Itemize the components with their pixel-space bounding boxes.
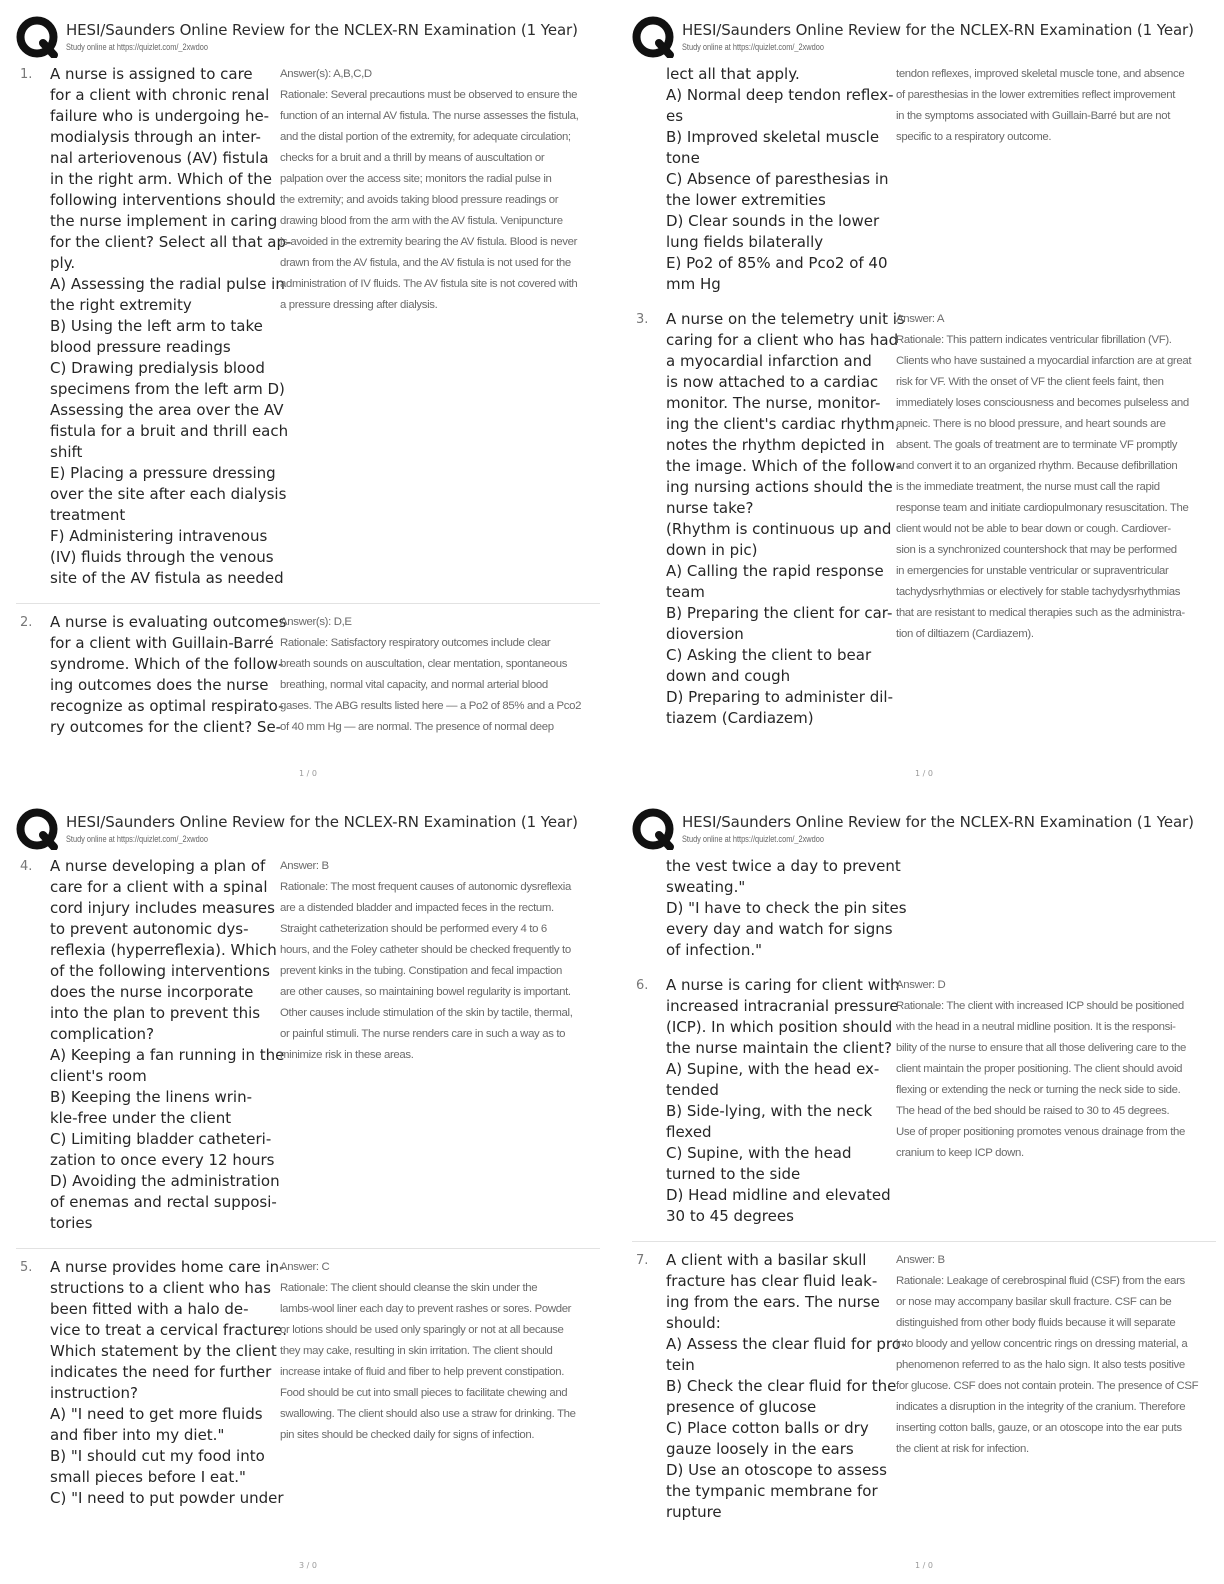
question-line: B) Preparing the client for car- [666,604,893,622]
question-line: B) Check the clear fluid for the [666,1377,897,1395]
question-line: recognize as optimal respirato- [50,697,284,715]
question-number: 3. [636,312,649,327]
doc-title: HESI/Saunders Online Review for the NCLEX-RN Examination (1 Year) [66,813,578,831]
question-number: 5. [20,1260,33,1275]
question-card [16,1248,600,1523]
question-line: C) Drawing predialysis blood [50,359,265,377]
question-line: blood pressure readings [50,338,231,356]
answer-line: or nose may accompany basilar skull fracture. CSF can be [896,1296,1172,1308]
question-line: A) Assess the clear fluid for pro- [666,1335,907,1353]
page-footer: 3 / 0 [299,1561,317,1570]
question-line: A nurse developing a plan of [50,857,266,875]
question-line: instruction? [50,1384,138,1402]
question-line: should: [666,1314,721,1332]
question-line: tended [666,1081,719,1099]
question-line: into the plan to prevent this [50,1004,261,1022]
question-line: a myocardial infarction and [666,352,872,370]
answer-text [890,309,1216,729]
question-text [50,1257,288,1509]
question-line: for a client with chronic renal [50,86,270,104]
question-line: A nurse is caring for client with [666,976,900,994]
answer-line: and the distal portion of the extremity, for adequate circulation; [280,131,571,143]
question-line: the right extremity [50,296,192,314]
question-line: nal arteriovenous (AV) fistula [50,149,269,167]
answer-text [274,612,600,738]
answer-line: Clients who have sustained a myocardial infarction are at great [896,355,1192,367]
answer-line: Rationale: This pattern indicates ventricular fibrillation (VF). [896,334,1172,346]
question-line: of infection." [666,941,763,959]
answer-line: that are resistant to medical therapies such as the administra- [896,607,1185,619]
question-text [666,856,907,961]
question-line: C) Supine, with the head [666,1144,852,1162]
question-line: gauze loosely in the ears [666,1440,854,1458]
answer-line: in emergencies for unstable ventricular or supraventricular [896,565,1169,577]
question-line: of the following interventions [50,962,270,980]
question-line: es [666,107,684,125]
answer-line: and convert it to an organized rhythm. Because defibrillation [896,460,1178,472]
question-line: C) Absence of paresthesias in [666,170,889,188]
answer-line: of 40 mm Hg — are normal. The presence of normal deep [280,721,554,733]
answer-line: response team and initiate cardiopulmonary resuscitation. The [896,502,1189,514]
answer-line: administration of IV fluids. The AV fistula site is not covered with [280,278,578,290]
answer-line: flexing or extending the neck or turning the neck side to side. [896,1084,1181,1096]
question-line: the nurse implement in caring [50,212,278,230]
question-text [50,856,285,1234]
answer-line: the client at risk for infection. [896,1443,1029,1455]
question-number: 2. [20,615,33,630]
study-link: Study online at https://quizlet.com/_2xwdoo [66,834,208,844]
continued-question [632,64,1216,309]
question-line: monitor. The nurse, monitor- [666,394,881,412]
answer-line: Other causes include stimulation of the skin by tactile, thermal, [280,1007,573,1019]
answer-line: Rationale: Leakage of cerebrospinal fluid (CSF) from the ears [896,1275,1185,1287]
answer-line: of paresthesias in the lower extremities reflect improvement [896,89,1176,101]
answer-line: are other causes, so maintaining bowel regularity is important. [280,986,571,998]
question-line: down in pic) [666,541,758,559]
answer-line: breath sounds on auscultation, clear mentation, spontaneous [280,658,568,670]
question-line: the vest twice a day to prevent [666,857,901,875]
page-header [16,806,600,846]
answer-line: palpation over the access site; monitors the radial pulse in [280,173,552,185]
answer-line: phenomenon referred to as the halo sign. It also tests positive [896,1359,1185,1371]
question-line: B) Improved skeletal muscle [666,128,880,146]
question-line: turned to the side [666,1165,801,1183]
question-line: (IV) fluids through the venous [50,548,274,566]
question-line: A) Normal deep tendon reflex- [666,86,894,104]
answer-line: risk for VF. With the onset of VF the client feels faint, then [896,376,1164,388]
question-line: C) "I need to put powder under [50,1489,284,1507]
answer-line: checks for a bruit and a thrill by means of auscultation or [280,152,545,164]
quizlet-logo-icon [16,16,58,58]
answer-line: into bloody and yellow concentric rings on dressing material, a [896,1338,1188,1350]
question-line: following interventions should [50,191,276,209]
answer-line: client maintain the proper positioning. The client should avoid [896,1063,1183,1075]
question-line: C) Asking the client to bear [666,646,872,664]
quizlet-logo-icon [632,808,674,850]
answer-line: Answer(s): D,E [280,616,352,628]
question-line: ing the client's cardiac rhythm, [666,415,900,433]
question-card [632,975,1216,1241]
answer-line: Answer: D [896,979,946,991]
page-body [16,856,600,1523]
question-line: A nurse on the telemetry unit is [666,310,905,328]
answer-line: pin sites should be checked daily for signs of infection. [280,1429,535,1441]
question-line: every day and watch for signs [666,920,893,938]
question-line: D) Avoiding the administration [50,1172,280,1190]
answer-line: for glucose. CSF does not contain protein. The presence of CSF [896,1380,1199,1392]
question-card [16,64,600,603]
question-line: B) Side-lying, with the neck [666,1102,873,1120]
answer-line: absent. The goals of treatment are to terminate VF promptly [896,439,1178,451]
answer-line: distinguished from other body fluids because it will separate [896,1317,1176,1329]
answer-line: minimize risk in these areas. [280,1049,414,1061]
question-line: A) Calling the rapid response [666,562,884,580]
question-line: mm Hg [666,275,721,293]
page-3 [16,806,600,1578]
answer-text [890,975,1216,1227]
doc-title: HESI/Saunders Online Review for the NCLEX-RN Examination (1 Year) [682,813,1194,831]
question-card [16,603,600,752]
answer-line: Answer(s): A,B,C,D [280,68,372,80]
question-line: tein [666,1356,695,1374]
question-line: A) Supine, with the head ex- [666,1060,880,1078]
question-line: tone [666,149,700,167]
question-line: sweating." [666,878,746,896]
answer-text [890,64,1216,295]
answer-line: Answer: C [280,1261,330,1273]
answer-line: or lotions should be used only sparingly or not at all because [280,1324,564,1336]
question-line: D) Clear sounds in the lower [666,212,880,230]
question-text [666,309,905,729]
question-line: for the client? Select all that ap- [50,233,292,251]
answer-line: Answer: B [280,860,329,872]
answer-text [274,1257,600,1509]
question-line: notes the rhythm depicted in [666,436,885,454]
doc-title: HESI/Saunders Online Review for the NCLEX-RN Examination (1 Year) [682,21,1194,39]
page-header [632,806,1216,846]
question-line: modialysis through an inter- [50,128,261,146]
answer-text [274,856,600,1234]
question-line: increased intracranial pressure [666,997,899,1015]
question-line: (Rhythm is continuous up and [666,520,892,538]
page-header [16,14,600,54]
question-line: (ICP). In which position should [666,1018,893,1036]
answer-text [890,856,1216,961]
answer-line: drawing blood from the arm with the AV fistula. Venipuncture [280,215,563,227]
question-line: to prevent autonomic dys- [50,920,249,938]
question-line: E) Placing a pressure dressing [50,464,276,482]
question-number: 1. [20,67,33,82]
question-line: and fiber into my diet." [50,1426,225,1444]
question-text [666,1250,907,1523]
question-line: site of the AV fistula as needed [50,569,284,587]
page-footer: 1 / 0 [299,769,317,778]
question-line: ply. [50,254,76,272]
answer-line: are a distended bladder and impacted feces in the rectum. [280,902,554,914]
answer-line: Rationale: Satisfactory respiratory outcomes include clear [280,637,551,649]
answer-line: is the immediate treatment, the nurse must call the rapid [896,481,1160,493]
answer-line: is avoided in the extremity bearing the AV fistula. Blood is never [280,236,578,248]
answer-line: Answer: B [896,1254,945,1266]
question-line: A nurse provides home care in- [50,1258,285,1276]
question-line: indicates the need for further [50,1363,272,1381]
answer-line: immediately loses consciousness and becomes pulseless and [896,397,1189,409]
page-4 [632,806,1216,1578]
answer-line: specific to a respiratory outcome. [896,131,1052,143]
question-line: rupture [666,1503,722,1521]
question-line: over the site after each dialysis [50,485,287,503]
answer-text [890,1250,1216,1523]
question-line: Which statement by the client [50,1342,277,1360]
question-line: vice to treat a cervical fracture. [50,1321,288,1339]
question-line: syndrome. Which of the follow- [50,655,284,673]
question-line: B) Keeping the linens wrin- [50,1088,253,1106]
question-line: A nurse is evaluating outcomes [50,613,287,631]
question-line: A nurse is assigned to care [50,65,253,83]
question-line: zation to once every 12 hours [50,1151,275,1169]
question-line: flexed [666,1123,712,1141]
answer-line: Straight catheterization should be performed every 4 to 6 [280,923,547,935]
page-footer: 1 / 0 [915,769,933,778]
answer-line: Rationale: The most frequent causes of autonomic dysreflexia [280,881,571,893]
page-footer: 1 / 0 [915,1561,933,1570]
answer-line: they may cake, resulting in skin irritation. The client should [280,1345,553,1357]
answer-text [274,64,600,589]
answer-line: a pressure dressing after dialysis. [280,299,438,311]
question-line: A) "I need to get more fluids [50,1405,263,1423]
answer-line: increase intake of fluid and fiber to help prevent constipation. [280,1366,565,1378]
answer-line: sion is a synchronized countershock that may be performed [896,544,1177,556]
question-text [666,64,894,295]
question-line: A) Keeping a fan running in the [50,1046,285,1064]
question-line: lung fields bilaterally [666,233,824,251]
question-line: ing nursing actions should the [666,478,893,496]
question-line: E) Po2 of 85% and Pco2 of 40 [666,254,888,272]
question-line: D) Head midline and elevated [666,1186,891,1204]
question-line: B) "I should cut my food into [50,1447,265,1465]
question-line: of enemas and rectal supposi- [50,1193,277,1211]
answer-line: with the head in a neutral midline position. It is the responsi- [896,1021,1176,1033]
question-line: B) Using the left arm to take [50,317,263,335]
study-link: Study online at https://quizlet.com/_2xwdoo [682,834,824,844]
continued-question [632,856,1216,975]
question-line: the tympanic membrane for [666,1482,878,1500]
answer-line: breathing, normal vital capacity, and normal arterial blood [280,679,548,691]
question-line: ing outcomes does the nurse [50,676,269,694]
answer-line: Rationale: The client should cleanse the skin under the [280,1282,538,1294]
question-line: D) "I have to check the pin sites [666,899,907,917]
question-line: dioversion [666,625,744,643]
answer-line: lambs-wool liner each day to prevent rashes or sores. Powder [280,1303,572,1315]
page-body [632,64,1216,743]
answer-line: inserting cotton balls, gauze, or an otoscope into the ear puts [896,1422,1182,1434]
question-line: F) Administering intravenous [50,527,268,545]
answer-line: swallowing. The client should also use a straw for drinking. The [280,1408,576,1420]
question-line: care for a client with a spinal [50,878,268,896]
answer-line: tion of diltiazem (Cardiazem). [896,628,1034,640]
question-text [50,64,292,589]
question-line: nurse take? [666,499,754,517]
question-line: been fitted with a halo de- [50,1300,249,1318]
page-body [632,856,1216,1537]
page-body [16,64,600,752]
answer-line: drawn from the AV fistula, and the AV fistula is not used for the [280,257,571,269]
page-2 [632,14,1216,786]
page-header [632,14,1216,54]
answer-line: client would not be able to bear down or cough. Cardiover- [896,523,1171,535]
question-card [632,1241,1216,1537]
answer-line: The head of the bed should be raised to 30 to 45 degrees. [896,1105,1170,1117]
question-line: shift [50,443,83,461]
question-line: ing from the ears. The nurse [666,1293,880,1311]
question-number: 7. [636,1253,649,1268]
question-line: the image. Which of the follow- [666,457,901,475]
answer-line: tachydysrhythmias or electively for stable tachydysrhythmias [896,586,1181,598]
question-line: tories [50,1214,93,1232]
study-link: Study online at https://quizlet.com/_2xwdoo [682,42,824,52]
question-text [666,975,900,1227]
answer-line: Answer: A [896,313,945,325]
answer-line: bility of the nurse to ensure that all those delivering care to the [896,1042,1186,1054]
question-line: specimens from the left arm D) [50,380,285,398]
answer-line: function of an internal AV fistula. The nurse assesses the fistula, [280,110,579,122]
question-line: lect all that apply. [666,65,800,83]
question-line: down and cough [666,667,791,685]
question-line: for a client with Guillain-Barré [50,634,274,652]
study-link: Study online at https://quizlet.com/_2xwdoo [66,42,208,52]
question-line: fracture has clear fluid leak- [666,1272,878,1290]
question-line: complication? [50,1025,155,1043]
answer-line: Rationale: The client with increased ICP should be positioned [896,1000,1184,1012]
question-line: small pieces before I eat." [50,1468,246,1486]
question-line: fistula for a bruit and thrill each [50,422,289,440]
answer-line: Food should be cut into small pieces to facilitate chewing and [280,1387,568,1399]
answer-line: or painful stimuli. The nurse renders care in such a way as to [280,1028,566,1040]
doc-title: HESI/Saunders Online Review for the NCLEX-RN Examination (1 Year) [66,21,578,39]
question-line: in the right arm. Which of the [50,170,272,188]
answer-line: in the symptoms associated with Guillain-Barré but are not [896,110,1171,122]
answer-line: hours, and the Foley catheter should be checked frequently to [280,944,571,956]
question-line: D) Use an otoscope to assess [666,1461,887,1479]
answer-line: Rationale: Several precautions must be observed to ensure the [280,89,578,101]
question-line: the lower extremities [666,191,826,209]
question-line: team [666,583,705,601]
question-line: kle-free under the client [50,1109,232,1127]
question-line: reflexia (hyperreflexia). Which [50,941,277,959]
quizlet-logo-icon [16,808,58,850]
answer-line: the extremity; and avoids taking blood pressure readings or [280,194,559,206]
quizlet-logo-icon [632,16,674,58]
question-line: A client with a basilar skull [666,1251,867,1269]
question-number: 4. [20,859,33,874]
question-line: Assessing the area over the AV [50,401,284,419]
question-line: structions to a client who has [50,1279,271,1297]
answer-line: tendon reflexes, improved skeletal muscle tone, and absence [896,68,1185,80]
question-line: D) Preparing to administer dil- [666,688,893,706]
question-line: 30 to 45 degrees [666,1207,794,1225]
answer-line: prevent kinks in the tubing. Constipation and fecal impaction [280,965,562,977]
question-line: is now attached to a cardiac [666,373,879,391]
question-line: caring for a client who has had [666,331,899,349]
question-number: 6. [636,978,649,993]
question-line: failure who is undergoing he- [50,107,270,125]
question-line: tiazem (Cardiazem) [666,709,814,727]
question-card [16,856,600,1248]
question-card [632,309,1216,743]
question-line: does the nurse incorporate [50,983,254,1001]
question-line: A) Assessing the radial pulse in [50,275,285,293]
answer-line: apneic. There is no blood pressure, and heart sounds are [896,418,1166,430]
question-line: cord injury includes measures [50,899,275,917]
question-line: treatment [50,506,126,524]
question-line: C) Place cotton balls or dry [666,1419,869,1437]
question-text [50,612,287,738]
answer-line: Use of proper positioning promotes venous drainage from the [896,1126,1185,1138]
question-line: ry outcomes for the client? Se- [50,718,282,736]
answer-line: cranium to keep ICP down. [896,1147,1024,1159]
question-line: the nurse maintain the client? [666,1039,892,1057]
question-line: client's room [50,1067,147,1085]
answer-line: indicates a disruption in the integrity of the cranium. Therefore [896,1401,1186,1413]
question-line: C) Limiting bladder catheteri- [50,1130,272,1148]
question-line: presence of glucose [666,1398,817,1416]
page-1 [16,14,600,786]
answer-line: gases. The ABG results listed here — a Po2 of 85% and a Pco2 [280,700,582,712]
